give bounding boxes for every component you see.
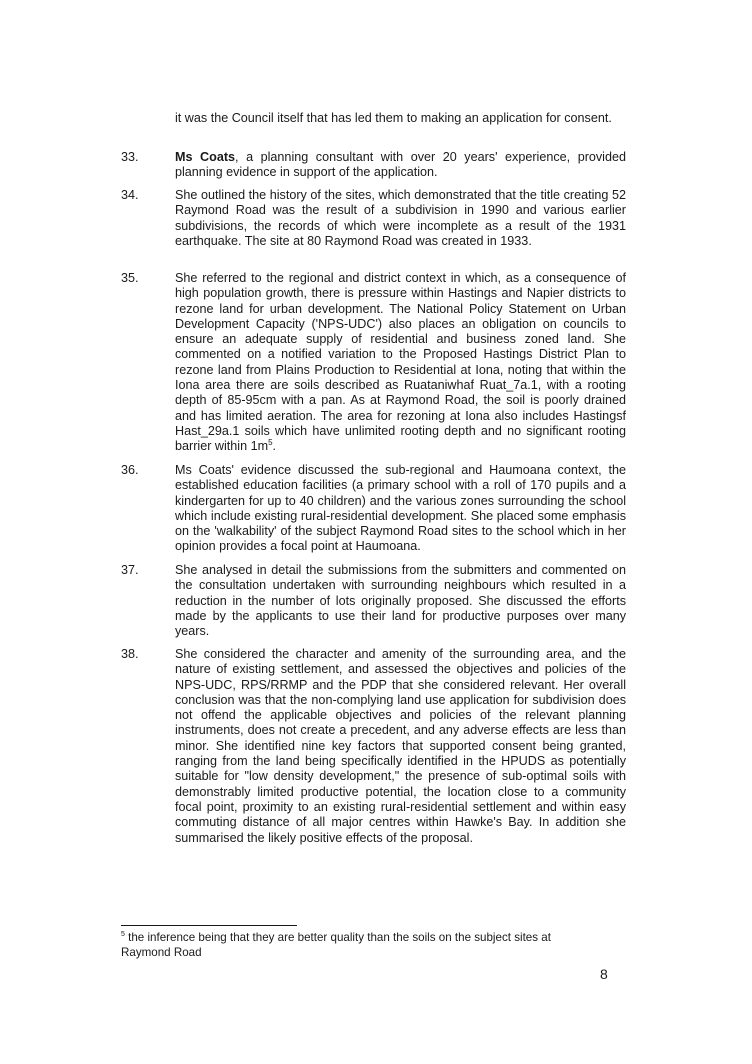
paragraph-text-end: .	[272, 439, 277, 454]
paragraph-text: , a planning consultant with over 20 years' experience, provided planning evidence in support of the application.	[175, 150, 626, 180]
footnote	[121, 930, 601, 960]
paragraph-38: She considered the character and amenity of the surrounding area, and the nature of existing settlement, and assessed the objectives and policies of the NPS-UDC, RPS/RRMP and the PDP that she considered relevant. Her overall conclusion was that the non-complying land use application for subdivision does not offend the applicable objectives and policies of the relevant planning instruments, does not create a precedent, and any adverse effects are less than minor. She identified nine key factors that supported consent being granted, ranging from the land being specifically identified in the HPUDS as potentially suitable for "low density development," the presence of sub-optimal soils with demonstrably limited productive potential, the location close to a community focal point, proximity to an existing rural-residential settlement and within easy commuting distance of all major centres within Hawke's Bay. In addition she summarised the likely positive effects of the proposal.	[175, 647, 626, 845]
paragraph-number: 33.	[121, 150, 139, 164]
paragraph-number: 37.	[121, 563, 139, 577]
paragraph-33	[175, 150, 626, 181]
page-number: 8	[600, 966, 608, 982]
paragraph-continuation: it was the Council itself that has led them to making an application for consent.	[175, 111, 612, 125]
footnote-marker: 5	[121, 931, 125, 939]
paragraph-34: She outlined the history of the sites, which demonstrated that the title creating 52 Raymond Road was the result of a subdivision in 1990 and various earlier subdivisions, the records of which were incomplete as a result of the 1931 earthquake. The site at 80 Raymond Road was created in 1933.	[175, 188, 626, 248]
paragraph-text: She referred to the regional and district context in which, as a consequence of high population growth, there is pressure within Hastings and Napier districts to rezone land for urban development. The National Policy Statement on Urban Development Capacity ('NPS-UDC') also places an obligation on councils to ensure an adequate supply of residential and business zoned land. She commented on a notified variation to the Proposed Hastings District Plan to rezone land from Plains Production to Residential at Iona, noting that within the Iona area there are soils described as Ruataniwhaf Ruat_7a.1, with a rooting depth of 85-95cm with a pan. As at Raymond Road, the soil is poorly drained and has limited aeration. The area for rezoning at Iona also includes Hastingsf Hast_29a.1 soils which have unlimited rooting depth and no significant rooting barrier within 1m	[175, 271, 626, 454]
paragraph-35	[175, 271, 626, 455]
paragraph-number: 35.	[121, 271, 139, 285]
paragraph-number: 36.	[121, 463, 139, 477]
footnote-divider	[121, 925, 297, 926]
witness-name: Ms Coats	[175, 150, 236, 164]
footnote-text: the inference being that they are better quality than the soils on the subject sites at Raymond Road	[121, 931, 551, 959]
paragraph-number: 34.	[121, 188, 139, 202]
paragraph-37: She analysed in detail the submissions from the submitters and commented on the consultation undertaken with surrounding neighbours which resulted in a reduction in the number of lots originally proposed. She discussed the efforts made by the applicants to use their land for productive purposes over many years.	[175, 563, 626, 639]
paragraph-number: 38.	[121, 647, 139, 661]
paragraph-36: Ms Coats' evidence discussed the sub-regional and Haumoana context, the established education facilities (a primary school with a roll of 170 pupils and a kindergarten for up to 40 children) and the various zones surrounding the school which include existing rural-residential development. She placed some emphasis on the 'walkability' of the subject Raymond Road sites to the school which in her opinion provides a focal point at Haumoana.	[175, 463, 626, 554]
footnote-reference[interactable]: 5	[268, 438, 273, 448]
